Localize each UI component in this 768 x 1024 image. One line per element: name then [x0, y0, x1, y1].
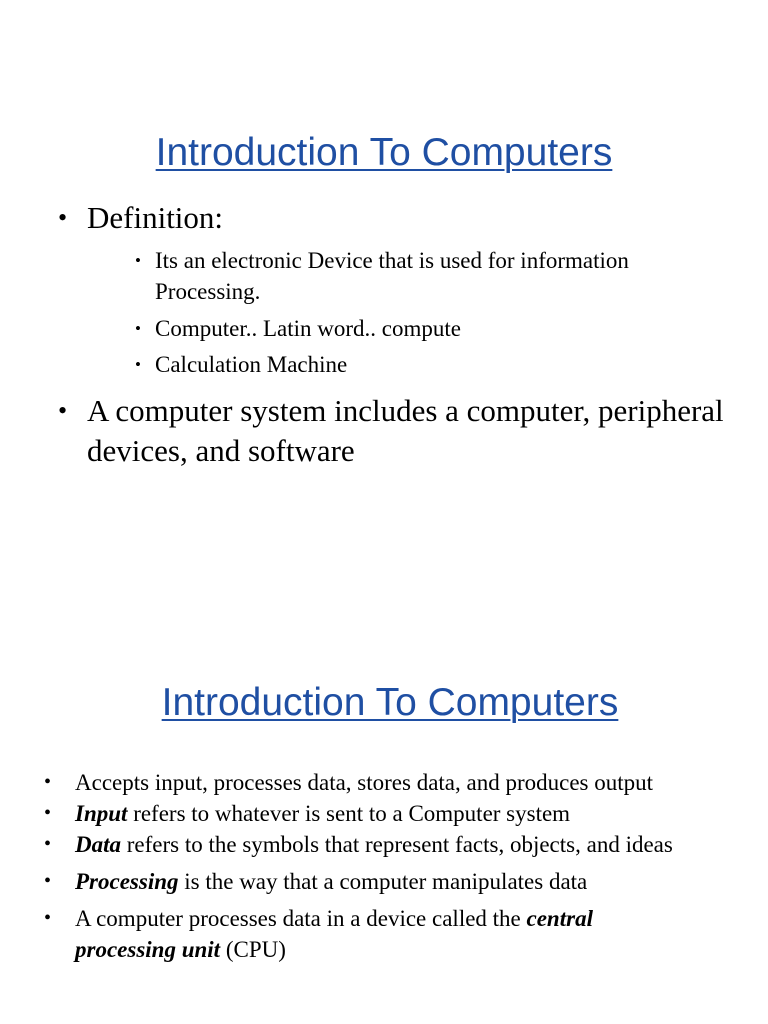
slide2-bullet-data	[44, 829, 764, 860]
slide1-title: Introduction To Computers	[155, 131, 613, 174]
bullet-text	[75, 866, 765, 897]
term-input: Input	[75, 801, 128, 826]
bullet-text: Its an electronic Device that is used for information Processing.	[155, 248, 629, 304]
cpu-sentence-start: A computer processes data in a device called the	[75, 906, 527, 931]
bullet-text: A computer system includes a computer, peripheral devices, and software	[87, 393, 724, 468]
slide1-sub-bullet-2	[135, 313, 735, 344]
bullet-icon: •	[44, 771, 52, 793]
term-data: Data	[75, 832, 121, 857]
bullet-icon: •	[135, 319, 141, 338]
bullet-text: Definition:	[87, 200, 224, 235]
slide2-title: Introduction To Computers	[161, 681, 619, 724]
bullet-text	[75, 829, 765, 860]
term-description: refers to whatever is sent to a Computer system	[127, 801, 571, 826]
slide2-bullet-processing	[44, 866, 764, 897]
bullet-icon: •	[44, 907, 52, 929]
term-description: refers to the symbols that represent facts, objects, and ideas	[121, 832, 673, 857]
bullet-text	[75, 798, 765, 829]
slide1-bullet-definition	[58, 198, 748, 238]
term-description: is the way that a computer manipulates data	[178, 869, 588, 894]
cpu-sentence-end: (CPU)	[220, 937, 286, 962]
bullet-icon: •	[44, 802, 52, 824]
bullet-icon: •	[44, 870, 52, 892]
bullet-text	[75, 903, 675, 965]
term-processing: Processing	[75, 869, 179, 894]
bullet-text: Computer.. Latin word.. compute	[155, 316, 461, 341]
slide1-sub-bullet-1	[135, 245, 735, 307]
slide1-sub-bullet-3	[135, 349, 735, 380]
bullet-text: Calculation Machine	[155, 352, 348, 377]
bullet-icon: •	[44, 833, 52, 855]
slide2-bullet-cpu	[44, 903, 764, 965]
term-cpu: central processing unit	[75, 906, 593, 962]
bullet-icon: •	[135, 355, 141, 374]
slide1-bullet-computer-system	[58, 391, 748, 471]
bullet-icon: •	[58, 203, 68, 232]
slide2-bullet-input	[44, 798, 764, 829]
slide2-bullet-accepts-input	[44, 767, 764, 798]
bullet-icon: •	[58, 396, 68, 425]
bullet-icon: •	[135, 251, 141, 270]
bullet-text: Accepts input, processes data, stores data, and produces output	[75, 770, 654, 795]
